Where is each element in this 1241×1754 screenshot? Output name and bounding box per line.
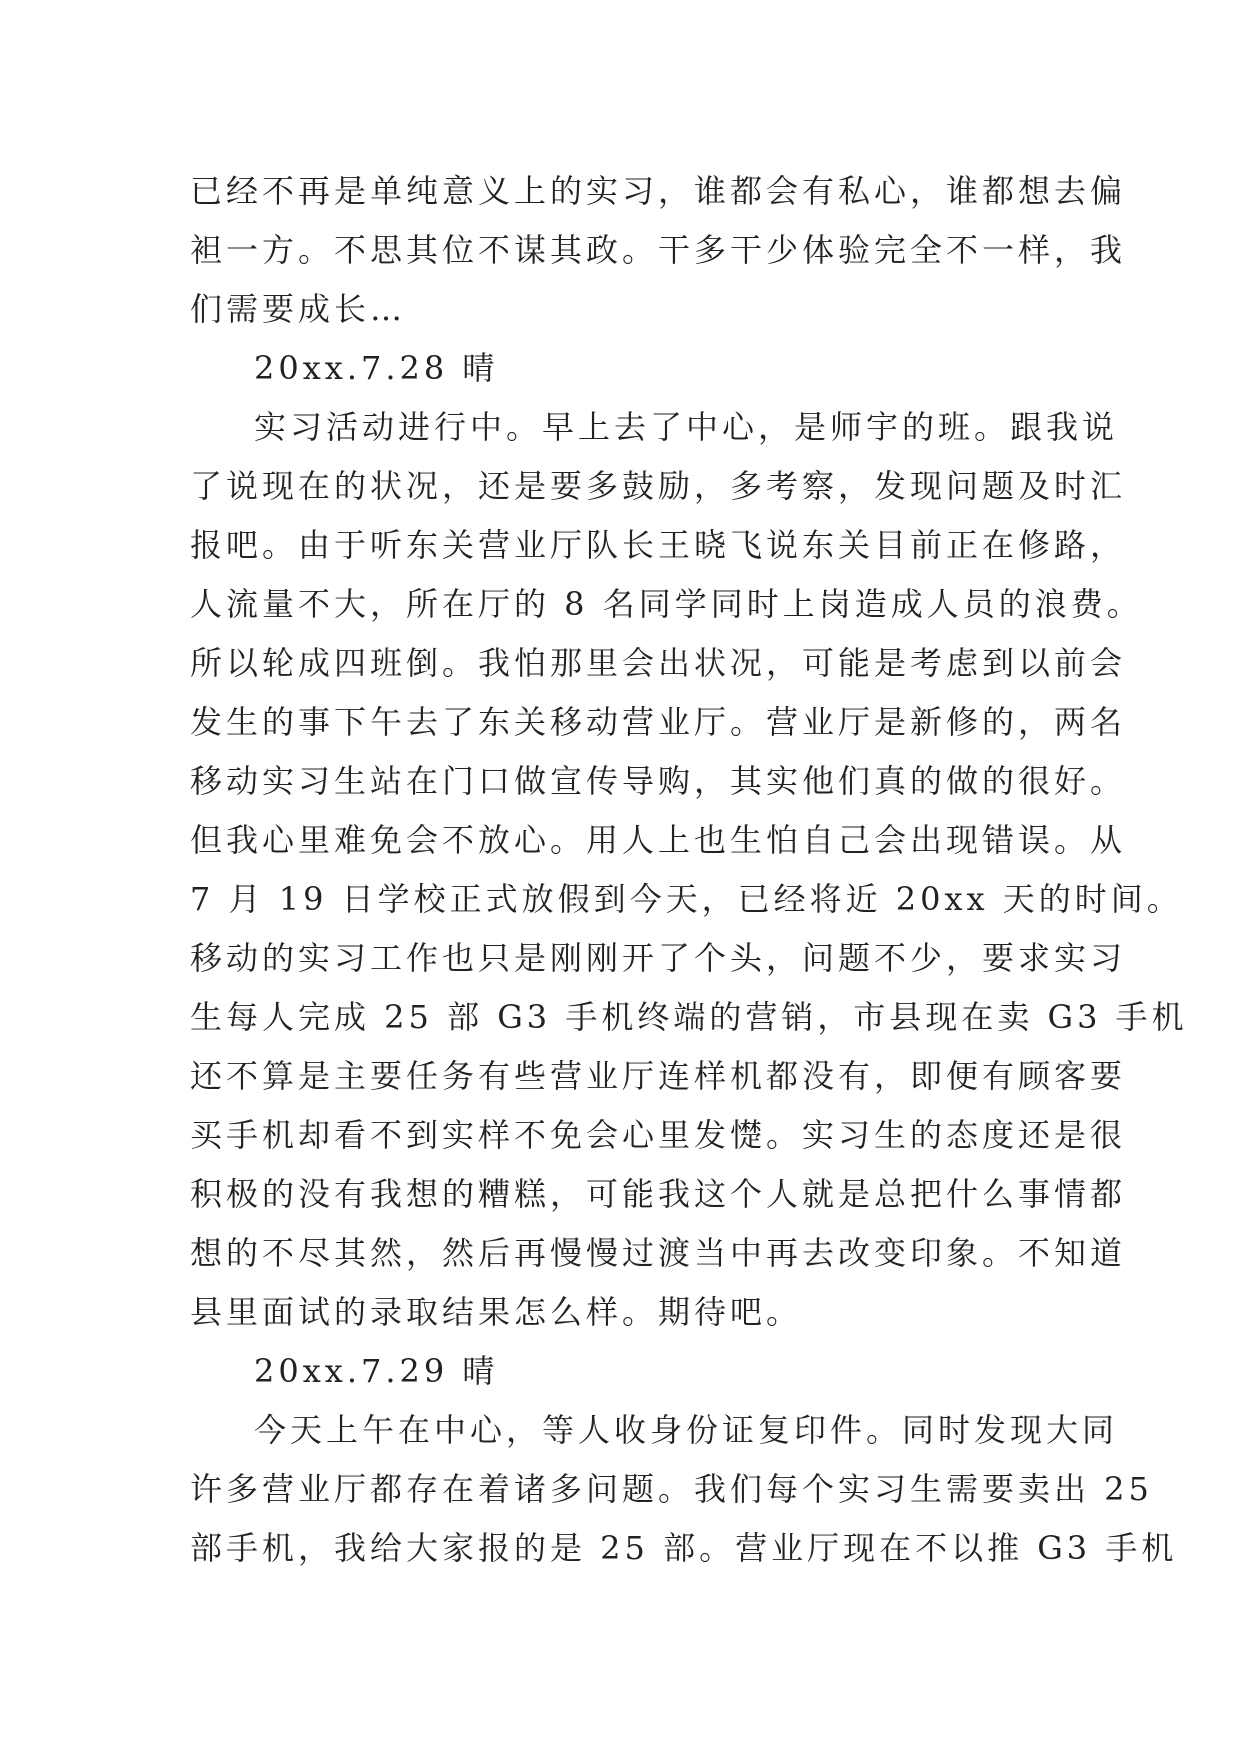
text-line: 7 月 19 日学校正式放假到今天，已经将近 20xx 天的时间。 — [190, 880, 1183, 918]
text-line: 买手机却看不到实样不免会心里发憷。实习生的态度还是很 — [190, 1116, 1127, 1154]
text-line: 袒一方。不思其位不谋其政。干多干少体验完全不一样，我 — [190, 231, 1127, 269]
text-line: 移动实习生站在门口做宣传导购，其实他们真的做的很好。 — [190, 762, 1127, 800]
text-line: 还不算是主要任务有些营业厅连样机都没有，即便有顾客要 — [190, 1057, 1127, 1095]
body-text — [190, 162, 1188, 1578]
paragraph-start: 今天上午在中心，等人收身份证复印件。同时发现大同 — [254, 1411, 1119, 1449]
text-line: 人流量不大，所在厅的 8 名同学同时上岗造成人员的浪费。 — [190, 585, 1143, 623]
text-line: 移动的实习工作也只是刚刚开了个头，问题不少，要求实习 — [190, 939, 1127, 977]
text-line: 想的不尽其然，然后再慢慢过渡当中再去改变印象。不知道 — [190, 1234, 1127, 1272]
text-line: 但我心里难免会不放心。用人上也生怕自己会出现错误。从 — [190, 821, 1127, 859]
paragraph-start: 实习活动进行中。早上去了中心，是师宇的班。跟我说 — [254, 408, 1119, 446]
text-line: 部手机，我给大家报的是 25 部。营业厅现在不以推 G3 手机 — [190, 1529, 1178, 1567]
text-line: 已经不再是单纯意义上的实习，谁都会有私心，谁都想去偏 — [190, 172, 1127, 210]
text-line: 们需要成长… — [190, 290, 407, 328]
text-line: 许多营业厅都存在着诸多问题。我们每个实习生需要卖出 25 — [190, 1470, 1153, 1508]
text-line: 所以轮成四班倒。我怕那里会出状况，可能是考虑到以前会 — [190, 644, 1127, 682]
text-line: 生每人完成 25 部 G3 手机终端的营销，市县现在卖 G3 手机 — [190, 998, 1188, 1036]
text-line: 县里面试的录取结果怎么样。期待吧。 — [190, 1293, 803, 1331]
text-line: 发生的事下午去了东关移动营业厅。营业厅是新修的，两名 — [190, 703, 1127, 741]
text-line: 积极的没有我想的糟糕，可能我这个人就是总把什么事情都 — [190, 1175, 1127, 1213]
text-line: 报吧。由于听东关营业厅队长王晓飞说东关目前正在修路， — [190, 526, 1127, 564]
text-line: 了说现在的状况，还是要多鼓励，多考察，发现问题及时汇 — [190, 467, 1127, 505]
date-heading: 20xx.7.28 晴 — [254, 349, 499, 387]
date-heading: 20xx.7.29 晴 — [254, 1352, 499, 1390]
